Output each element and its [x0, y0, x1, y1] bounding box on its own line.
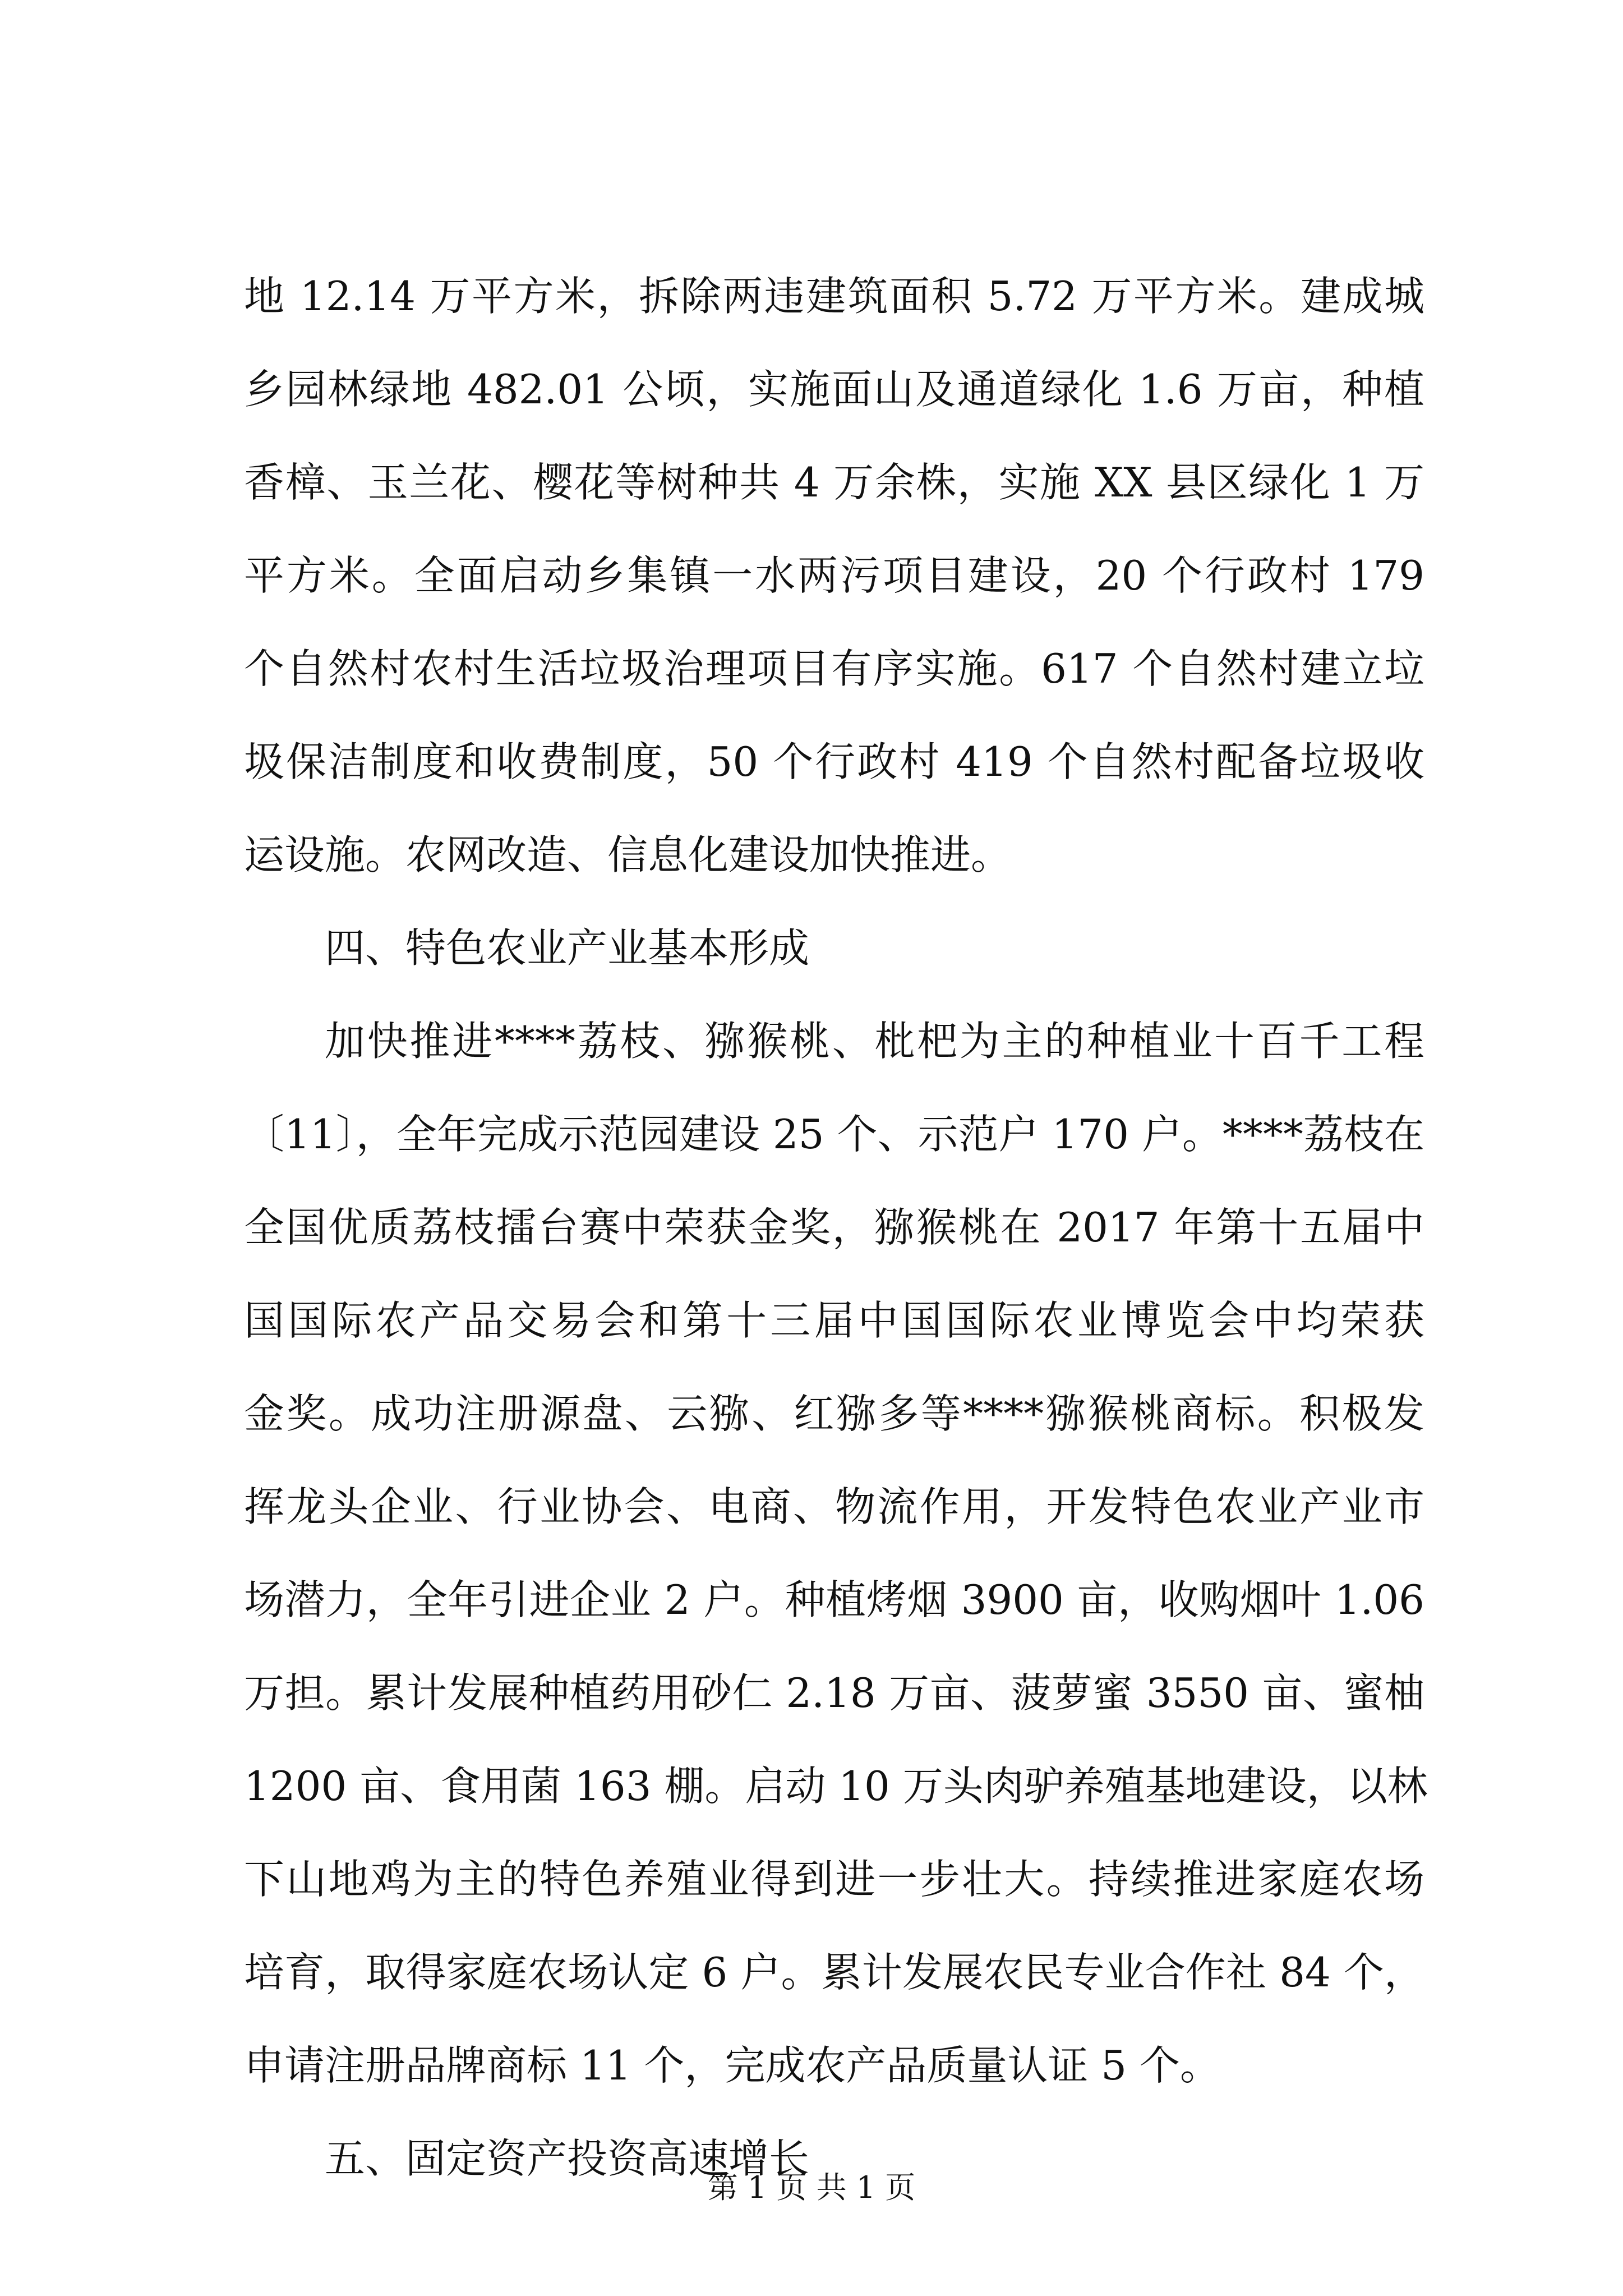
text-line: 1200 亩、食用菌 163 棚。启动 10 万头肉驴养殖基地建设，以林: [244, 1763, 1428, 1810]
text-line: 挥龙头企业、行业协会、电商、物流作用，开发特色农业产业市: [244, 1483, 1424, 1530]
text-line: 全国优质荔枝擂台赛中荣获金奖，猕猴桃在 2017 年第十五届中: [244, 1204, 1424, 1251]
text-line: 加快推进****荔枝、猕猴桃、枇杷为主的种植业十百千工程: [325, 1018, 1424, 1065]
text-line: 香樟、玉兰花、樱花等树种共 4 万余株，实施 XX 县区绿化 1 万: [244, 459, 1424, 506]
text-line: 培育，取得家庭农场认定 6 户。累计发展农民专业合作社 84 个，: [244, 1949, 1424, 1996]
text-line: 〔11〕，全年完成示范园建设 25 个、示范户 170 户。****荔枝在: [244, 1111, 1424, 1158]
section-heading: 四、特色农业产业基本形成: [325, 924, 810, 972]
text-line: 乡园林绿地 482.01 公顷，实施面山及通道绿化 1.6 万亩，种植: [244, 366, 1424, 413]
text-line: 平方米。全面启动乡集镇一水两污项目建设，20 个行政村 179: [244, 552, 1424, 599]
page-footer: 第 1 页 共 1 页: [707, 2170, 916, 2205]
text-line: 金奖。成功注册源盘、云猕、红猕多等****猕猴桃商标。积极发: [244, 1390, 1424, 1437]
text-line: 运设施。农网改造、信息化建设加快推进。: [244, 831, 1012, 878]
text-line: 圾保洁制度和收费制度，50 个行政村 419 个自然村配备垃圾收: [244, 738, 1424, 785]
text-line: 申请注册品牌商标 11 个，完成农产品质量认证 5 个。: [244, 2042, 1220, 2089]
text-line: 地 12.14 万平方米，拆除两违建筑面积 5.72 万平方米。建成城: [244, 273, 1424, 320]
text-line: 场潜力，全年引进企业 2 户。种植烤烟 3900 亩，收购烟叶 1.06: [244, 1576, 1424, 1623]
section-heading: 五、固定资产投资高速增长: [325, 2135, 810, 2182]
text-line: 国国际农产品交易会和第十三届中国国际农业博览会中均荣获: [244, 1297, 1424, 1344]
text-line: 下山地鸡为主的特色养殖业得到进一步壮大。持续推进家庭农场: [244, 1856, 1424, 1903]
text-line: 个自然村农村生活垃圾治理项目有序实施。617 个自然村建立垃: [244, 645, 1424, 692]
document-body: [244, 250, 1428, 2205]
text-line: 万担。累计发展种植药用砂仁 2.18 万亩、菠萝蜜 3550 亩、蜜柚: [244, 1669, 1424, 1717]
